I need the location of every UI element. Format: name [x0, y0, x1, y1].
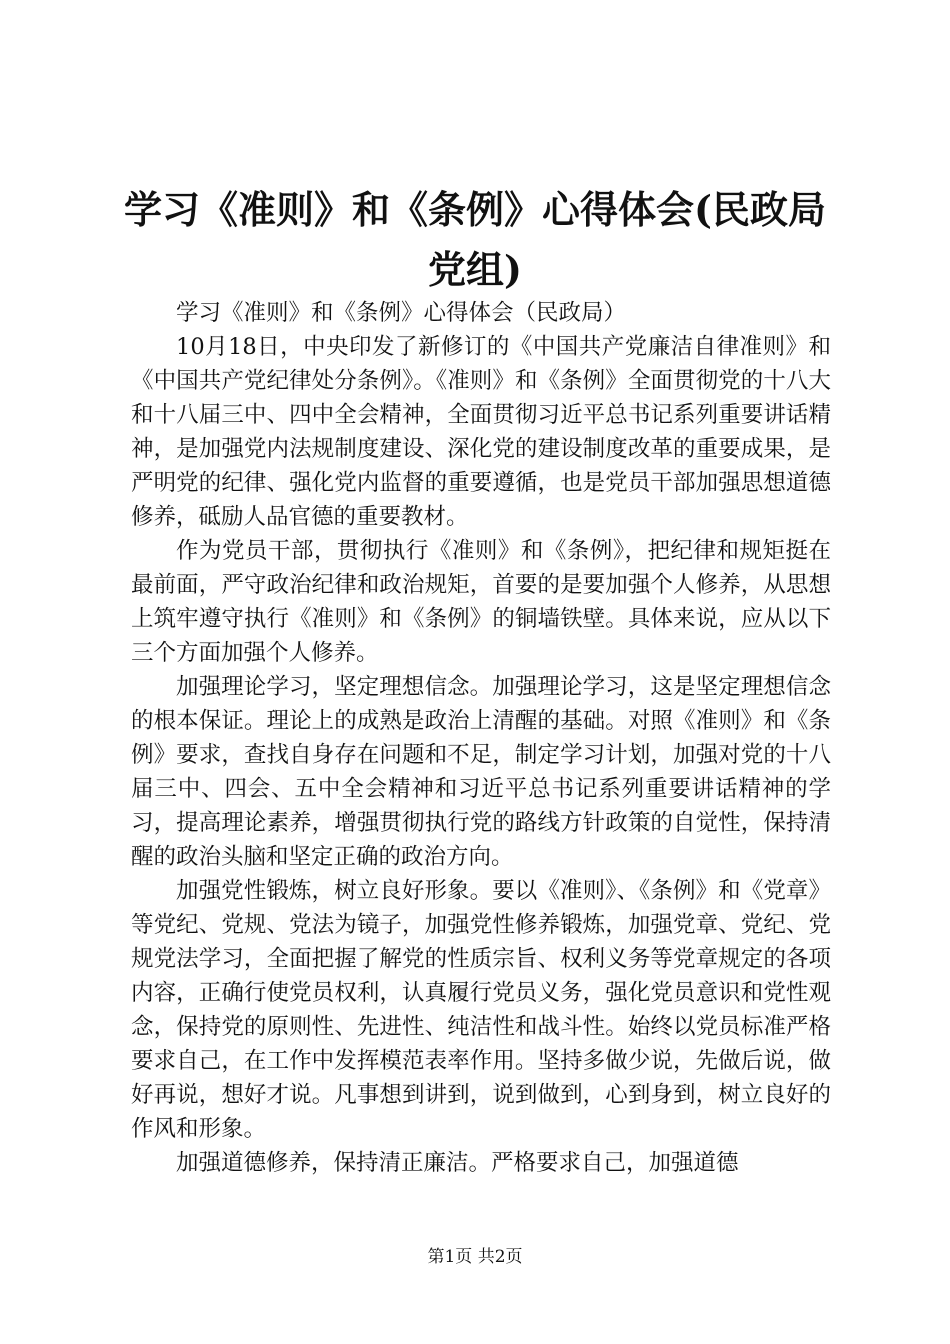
paragraph-subtitle: 学习《准则》和《条例》心得体会（民政局） — [176, 300, 627, 326]
document-title: 学习《准则》和《条例》心得体会(民政局党组) — [124, 187, 826, 292]
paragraph: 加强理论学习，坚定理想信念。加强理论学习，这是坚定理想信念的根本保证。理论上的成熟是政治上清醒的基础。对照《准则》和《条例》要求，查找自身存在问题和不足，制定学习计划，加强对党的十八届三中、四会、五中全会精神和习近平总书记系列重要讲话精神的学习，提高理论素养，增强贯彻执行党的路线方针政策的自觉性，保持清醒的政治头脑和坚定正确的政治方向。 — [131, 674, 831, 870]
paragraph: 加强道德修养，保持清正廉洁。严格要求自己，加强道德 — [176, 1150, 739, 1176]
page-number-footer: 第1页 共2页 — [427, 1247, 523, 1267]
paragraph: 加强党性锻炼，树立良好形象。要以《准则》、《条例》和《党章》等党纪、党规、党法为镜子，加强党性修养锻炼，加强党章、党纪、党规党法学习，全面把握了解党的性质宗旨、权利义务等党章规定的各项内容，正确行使党员权利，认真履行党员义务，强化党员意识和党性观念，保持党的原则性、先进性、纯洁性和战斗性。始终以党员标准严格要求自己，在工作中发挥模范表率作用。坚持多做少说，先做后说，做好再说，想好才说。凡事想到讲到，说到做到，心到身到，树立良好的作风和形象。 — [131, 878, 831, 1142]
paragraph: 作为党员干部，贯彻执行《准则》和《条例》，把纪律和规矩挺在最前面，严守政治纪律和政治规矩，首要的是要加强个人修养，从思想上筑牢遵守执行《准则》和《条例》的铜墙铁壁。具体来说，应从以下三个方面加强个人修养。 — [131, 538, 831, 666]
document-body — [131, 296, 831, 1180]
paragraph: 10月18日，中央印发了新修订的《中国共产党廉洁自律准则》和《中国共产党纪律处分条例》。《准则》和《条例》全面贯彻党的十八大和十八届三中、四中全会精神，全面贯彻习近平总书记系列重要讲话精神，是加强党内法规制度建设、深化党的建设制度改革的重要成果，是严明党的纪律、强化党内监督的重要遵循，也是党员干部加强思想道德修养，砥励人品官德的重要教材。 — [131, 334, 831, 530]
